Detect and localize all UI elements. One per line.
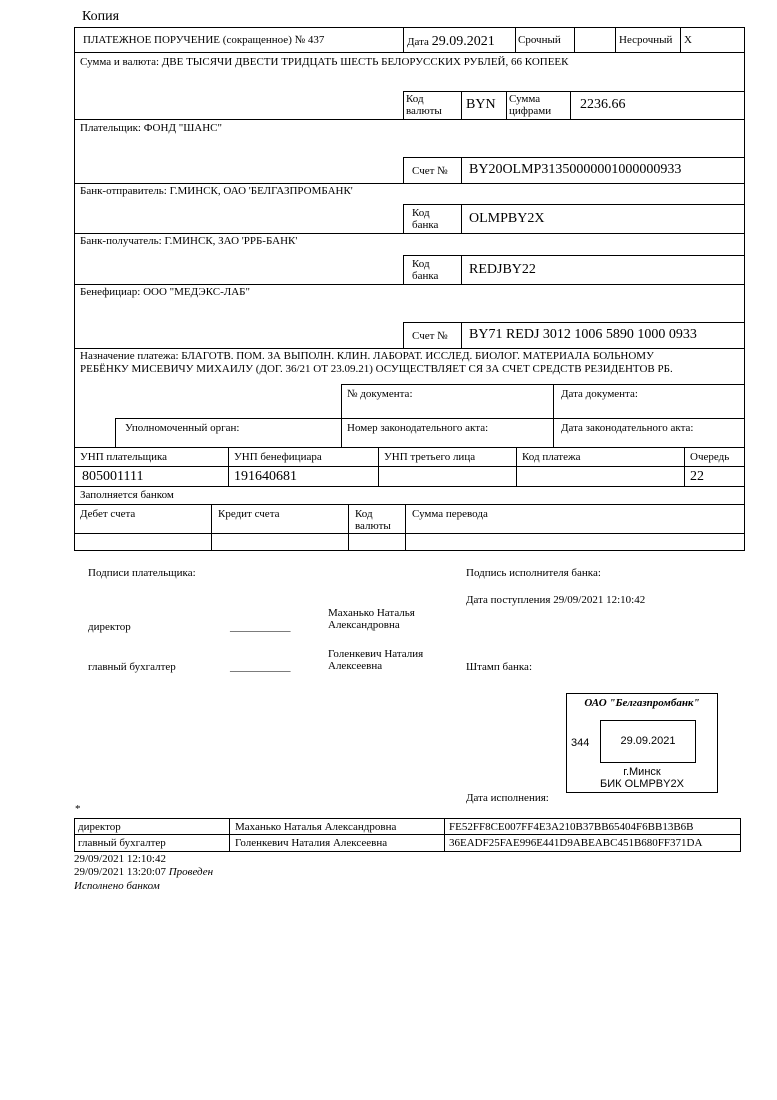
transfer-amount-label: Сумма перевода <box>412 508 488 520</box>
purpose-line-2: РЕБЁНКУ МИСЕВИЧУ МИХАИЛУ (ДОГ. 36/21 ОТ 23.09.21) ОСУЩЕСТВЛЯЕТ СЯ ЗА СЧЕТ СРЕДСТВ РЕЗИДЕНТОВ РБ. <box>80 363 673 375</box>
payer-account: BY20OLMP31350000001000000933 <box>469 162 682 177</box>
e-sign-hash-1: FE52FF8CE007FF4E3A210B37BB65404F6BB13B6B <box>449 821 694 833</box>
purpose-line-1: Назначение платежа: БЛАГОТВ. ПОМ. ЗА ВЫПОЛН. КЛИН. ЛАБОРАТ. ИССЛЕД. БИОЛОГ. МАТЕРИАЛА БОЛЬНОМУ <box>80 350 654 362</box>
stamp-number: 344 <box>571 737 590 749</box>
sender-bank-code: OLMPBY2X <box>469 211 545 226</box>
asterisk-note: * <box>75 803 81 815</box>
stamp-bank-name: ОАО "Белгазпромбанк" <box>584 697 700 709</box>
beneficiary-unp-label: УНП бенефициара <box>234 451 322 463</box>
amount-words: Сумма и валюта: ДВЕ ТЫСЯЧИ ДВЕСТИ ТРИДЦАТЬ ШЕСТЬ БЕЛОРУССКИХ РУБЛЕЙ, 66 КОПЕЕК <box>80 56 569 68</box>
director-label: директор <box>88 621 131 633</box>
receiver-bank-code: REDJBY22 <box>469 262 536 277</box>
execution-date-label: Дата исполнения: <box>466 792 549 804</box>
currency-code-label: Код валюты <box>406 93 442 117</box>
authority-label: Уполномоченный орган: <box>125 422 240 434</box>
stamp-bic: БИК OLMPBY2X <box>600 778 684 790</box>
bank-signature-title: Подпись исполнителя банка: <box>466 567 601 579</box>
footer-executed: Исполнено банком <box>74 880 160 892</box>
payer-account-label: Счет № <box>412 165 448 177</box>
form-title: ПЛАТЕЖНОЕ ПОРУЧЕНИЕ (сокращенное) № 437 <box>83 34 325 46</box>
act-date-label: Дата законодательного акта: <box>561 422 694 434</box>
queue-label: Очередь <box>690 451 730 463</box>
receiver-bank-code-label: Код банка <box>412 258 439 282</box>
payer-unp-value: 805001111 <box>82 469 144 484</box>
e-sign-name-1: Маханько Наталья Александровна <box>235 821 397 833</box>
beneficiary-unp-value: 191640681 <box>234 469 297 484</box>
date-label: Дата 29.09.2021 <box>407 34 495 49</box>
accountant-name: Голенкевич Наталия Алексеевна <box>328 648 424 672</box>
debit-label: Дебет счета <box>80 508 136 520</box>
currency-value: BYN <box>466 97 496 112</box>
payer-unp-label: УНП плательщика <box>80 451 168 463</box>
third-party-unp-label: УНП третьего лица <box>384 451 476 463</box>
beneficiary-label: Бенефициар: ООО "МЕДЭКС-ЛАБ" <box>80 286 250 298</box>
stamp-label: Штамп банка: <box>466 661 532 673</box>
receipt-date: Дата поступления 29/09/2021 12:10:42 <box>466 594 646 606</box>
sum-digits-value: 2236.66 <box>580 97 626 112</box>
beneficiary-account: BY71 REDJ 3012 1006 5890 1000 0933 <box>469 327 697 342</box>
footer-status: Проведен <box>168 866 214 878</box>
accountant-signature-line: ___________ <box>230 661 291 673</box>
payer-signatures-title: Подписи плательщика: <box>88 567 196 579</box>
stamp-date: 29.09.2021 <box>620 735 676 747</box>
act-number-label: Номер законодательного акта: <box>347 422 489 434</box>
stamp-city: г.Минск <box>623 766 661 778</box>
nonurgent-mark: X <box>684 34 692 46</box>
sender-bank-label: Банк-отправитель: Г.МИНСК, ОАО 'БЕЛГАЗПРОМБАНК' <box>80 185 353 197</box>
director-name: Маханько Наталья Александровна <box>328 607 415 631</box>
doc-date-label: Дата документа: <box>561 388 638 400</box>
director-signature-line: ___________ <box>230 621 291 633</box>
payer-label: Плательщик: ФОНД "ШАНС" <box>80 122 223 134</box>
date-value: 29.09.2021 <box>431 34 495 49</box>
credit-label: Кредит счета <box>218 508 280 520</box>
e-sign-role-2: главный бухгалтер <box>78 837 166 849</box>
sender-bank-code-label: Код банка <box>412 207 439 231</box>
footer-timestamp-2: 29/09/2021 13:20:07 Проведен <box>74 866 214 878</box>
e-sign-hash-2: 36EADF25FAE996E441D9ABEABC451B680FF371DA <box>449 837 703 849</box>
receiver-bank-label: Банк-получатель: Г.МИНСК, ЗАО 'РРБ-БАНК' <box>80 235 298 247</box>
footer-timestamp-1: 29/09/2021 12:10:42 <box>74 853 166 865</box>
bank-fill-label: Заполняется банком <box>80 489 174 501</box>
nonurgent-label: Несрочный <box>619 34 673 46</box>
e-sign-name-2: Голенкевич Наталия Алексеевна <box>235 837 388 849</box>
sum-digits-label: Сумма цифрами <box>509 93 552 117</box>
doc-number-label: № документа: <box>347 388 413 400</box>
e-sign-role-1: директор <box>78 821 121 833</box>
accountant-label: главный бухгалтер <box>88 661 176 673</box>
payment-code-label: Код платежа <box>522 451 581 463</box>
urgent-label: Срочный <box>518 34 561 46</box>
bank-currency-label: Код валюты <box>355 508 391 532</box>
queue-value: 22 <box>690 469 704 484</box>
copy-label: Копия <box>82 9 120 24</box>
beneficiary-account-label: Счет № <box>412 330 448 342</box>
